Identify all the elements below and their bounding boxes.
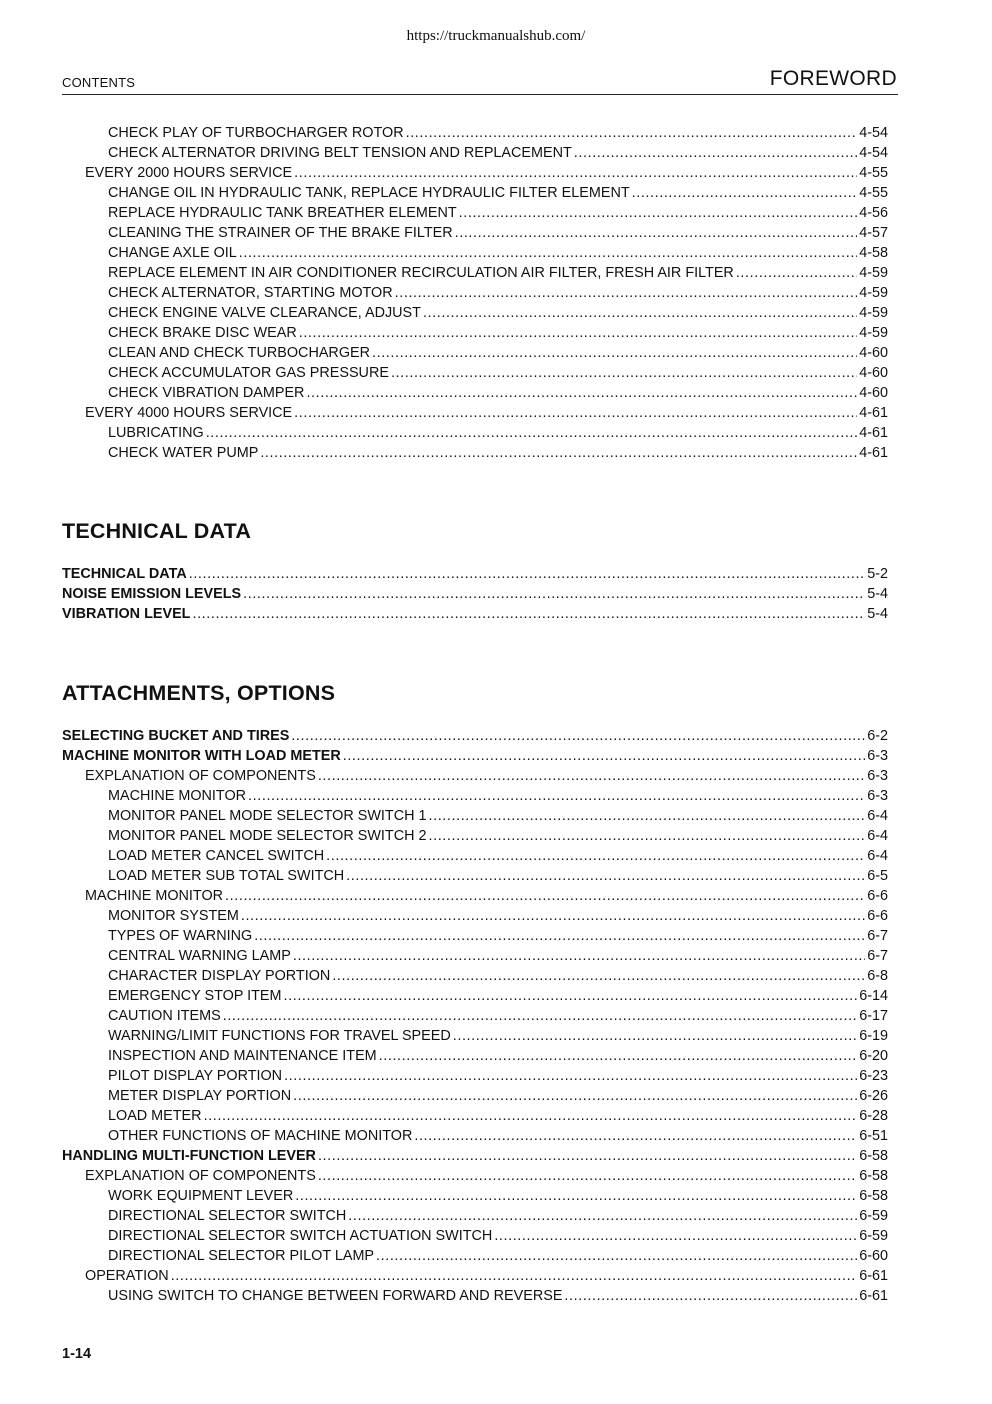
toc-entry-title: WARNING/LIMIT FUNCTIONS FOR TRAVEL SPEED [108, 1028, 451, 1044]
toc-entry[interactable] [62, 986, 888, 1006]
toc-entry-title: CHECK ENGINE VALVE CLEARANCE, ADJUST [108, 305, 421, 321]
toc-dot-leader [171, 1266, 858, 1286]
toc-dot-leader [429, 806, 866, 826]
toc-entry[interactable] [62, 1186, 888, 1206]
toc-entry-page: 6-7 [867, 928, 888, 944]
toc-entry[interactable] [62, 1286, 888, 1306]
toc-entry-title: EVERY 4000 HOURS SERVICE [85, 405, 293, 421]
toc-dot-leader [291, 726, 865, 746]
toc-entry-page: 4-54 [859, 145, 888, 161]
toc-entry[interactable] [62, 163, 888, 183]
toc-dot-leader [343, 746, 865, 766]
toc-entry-title: EVERY 2000 HOURS SERVICE [85, 165, 293, 181]
toc-dot-leader [192, 604, 865, 624]
toc-entry[interactable] [62, 746, 888, 766]
toc-dot-leader [346, 866, 865, 886]
toc-dot-leader [248, 786, 865, 806]
toc-entry-page: 5-2 [867, 566, 888, 582]
toc-entry-page: 4-59 [859, 325, 888, 341]
toc-entry-page: 6-58 [859, 1188, 888, 1204]
toc-entry[interactable] [62, 1126, 888, 1146]
toc-entry-page: 6-58 [859, 1168, 888, 1184]
toc-entry-title: REPLACE ELEMENT IN AIR CONDITIONER RECIRCULATION AIR FILTER, FRESH AIR FILTER [108, 265, 734, 281]
toc-entry-page: 4-60 [859, 365, 888, 381]
toc-dot-leader [294, 163, 857, 183]
toc-list-technical-data [62, 564, 888, 624]
toc-entry-page: 4-61 [859, 425, 888, 441]
toc-entry[interactable] [62, 403, 888, 423]
toc-entry-page: 6-60 [859, 1248, 888, 1264]
toc-entry-title: VIBRATION LEVEL [62, 606, 191, 622]
toc-entry[interactable] [62, 203, 888, 223]
toc-entry-title: TYPES OF WARNING [108, 928, 253, 944]
toc-dot-leader [299, 323, 857, 343]
section-title-attachments-options: ATTACHMENTS, OPTIONS [62, 681, 336, 705]
header-divider [62, 94, 898, 95]
toc-dot-leader [574, 143, 857, 163]
toc-entry-title: DIRECTIONAL SELECTOR SWITCH ACTUATION SWITCH [108, 1228, 493, 1244]
toc-entry-page: 6-23 [859, 1068, 888, 1084]
toc-dot-leader [376, 1246, 857, 1266]
toc-entry[interactable] [62, 1266, 888, 1286]
toc-entry-title: MONITOR PANEL MODE SELECTOR SWITCH 1 [108, 808, 427, 824]
toc-entry-page: 6-61 [859, 1288, 888, 1304]
toc-entry-page: 4-59 [859, 265, 888, 281]
toc-entry-page: 4-55 [859, 165, 888, 181]
toc-list-attachments-options [62, 726, 888, 1306]
toc-entry-title: CLEAN AND CHECK TURBOCHARGER [108, 345, 371, 361]
toc-entry-page: 6-3 [867, 748, 888, 764]
toc-entry[interactable] [62, 303, 888, 323]
toc-entry-title: CHECK ALTERNATOR, STARTING MOTOR [108, 285, 393, 301]
toc-dot-leader [453, 1026, 857, 1046]
toc-dot-leader [306, 383, 857, 403]
toc-dot-leader [206, 423, 858, 443]
toc-entry-title: REPLACE HYDRAULIC TANK BREATHER ELEMENT [108, 205, 457, 221]
toc-entry-page: 6-8 [867, 968, 888, 984]
toc-dot-leader [189, 564, 865, 584]
toc-entry[interactable] [62, 966, 888, 986]
toc-entry[interactable] [62, 143, 888, 163]
toc-entry-title: LUBRICATING [108, 425, 204, 441]
toc-entry[interactable] [62, 886, 888, 906]
toc-entry-title: LOAD METER CANCEL SWITCH [108, 848, 325, 864]
toc-dot-leader [459, 203, 858, 223]
toc-dot-leader [223, 1006, 857, 1026]
toc-entry-page: 5-4 [867, 606, 888, 622]
toc-entry[interactable] [62, 786, 888, 806]
header-section-title: FOREWORD [769, 67, 897, 90]
toc-dot-leader [284, 986, 858, 1006]
toc-entry-title: DIRECTIONAL SELECTOR PILOT LAMP [108, 1248, 375, 1264]
toc-entry-page: 6-5 [867, 868, 888, 884]
toc-entry-title: PILOT DISPLAY PORTION [108, 1068, 283, 1084]
toc-entry-title: INSPECTION AND MAINTENANCE ITEM [108, 1048, 377, 1064]
toc-entry[interactable] [62, 1146, 888, 1166]
toc-entry-page: 4-54 [859, 125, 888, 141]
toc-entry-page: 6-17 [859, 1008, 888, 1024]
toc-entry-page: 4-59 [859, 285, 888, 301]
header-contents-label: CONTENTS [62, 75, 136, 90]
toc-entry-title: MACHINE MONITOR [108, 788, 247, 804]
toc-entry[interactable] [62, 866, 888, 886]
toc-entry-title: CLEANING THE STRAINER OF THE BRAKE FILTER [108, 225, 453, 241]
toc-dot-leader [429, 826, 866, 846]
toc-entry-page: 4-60 [859, 385, 888, 401]
toc-entry-title: CHANGE OIL IN HYDRAULIC TANK, REPLACE HYDRAULIC FILTER ELEMENT [108, 185, 630, 201]
toc-entry-title: CHECK BRAKE DISC WEAR [108, 325, 297, 341]
toc-dot-leader [632, 183, 858, 203]
toc-entry-title: MACHINE MONITOR [85, 888, 224, 904]
toc-entry-title: EXPLANATION OF COMPONENTS [85, 1168, 316, 1184]
toc-entry-title: EMERGENCY STOP ITEM [108, 988, 282, 1004]
toc-entry-page: 6-7 [867, 948, 888, 964]
toc-entry[interactable] [62, 1166, 888, 1186]
toc-entry-page: 4-60 [859, 345, 888, 361]
toc-entry-title: CHECK PLAY OF TURBOCHARGER ROTOR [108, 125, 404, 141]
toc-entry-page: 4-61 [859, 405, 888, 421]
toc-entry-page: 6-3 [867, 768, 888, 784]
toc-entry[interactable] [62, 343, 888, 363]
toc-entry[interactable] [62, 806, 888, 826]
toc-entry[interactable] [62, 1006, 888, 1026]
toc-entry[interactable] [62, 223, 888, 243]
toc-dot-leader [318, 1146, 857, 1166]
toc-dot-leader [564, 1286, 857, 1306]
toc-entry[interactable] [62, 283, 888, 303]
toc-entry[interactable] [62, 123, 888, 143]
toc-dot-leader [423, 303, 857, 323]
toc-entry[interactable] [62, 263, 888, 283]
toc-entry-page: 6-61 [859, 1268, 888, 1284]
toc-entry-title: CHECK VIBRATION DAMPER [108, 385, 305, 401]
toc-dot-leader [318, 766, 865, 786]
page-number: 1-14 [62, 1346, 92, 1362]
toc-entry-title: LOAD METER SUB TOTAL SWITCH [108, 868, 345, 884]
toc-entry[interactable] [62, 564, 888, 584]
toc-entry[interactable] [62, 1046, 888, 1066]
toc-entry[interactable] [62, 423, 888, 443]
toc-dot-leader [254, 926, 865, 946]
toc-entry-page: 6-59 [859, 1228, 888, 1244]
section-title-technical-data: TECHNICAL DATA [62, 519, 252, 543]
toc-dot-leader [204, 1106, 858, 1126]
toc-entry-title: TECHNICAL DATA [62, 566, 187, 582]
toc-entry-title: CENTRAL WARNING LAMP [108, 948, 291, 964]
toc-entry-title: NOISE EMISSION LEVELS [62, 586, 242, 602]
toc-dot-leader [332, 966, 865, 986]
toc-entry[interactable] [62, 383, 888, 403]
toc-entry-page: 4-58 [859, 245, 888, 261]
toc-entry[interactable] [62, 604, 888, 624]
toc-entry[interactable] [62, 926, 888, 946]
toc-entry-title: OTHER FUNCTIONS OF MACHINE MONITOR [108, 1128, 413, 1144]
toc-entry-page: 6-4 [867, 808, 888, 824]
toc-dot-leader [414, 1126, 857, 1146]
toc-entry-title: EXPLANATION OF COMPONENTS [85, 768, 316, 784]
toc-entry-title: CHECK ACCUMULATOR GAS PRESSURE [108, 365, 389, 381]
toc-entry-page: 4-56 [859, 205, 888, 221]
toc-dot-leader [293, 1086, 857, 1106]
toc-entry-page: 6-4 [867, 848, 888, 864]
toc-entry-title: CHECK ALTERNATOR DRIVING BELT TENSION AND REPLACEMENT [108, 145, 572, 161]
toc-dot-leader [243, 584, 865, 604]
toc-list-maintenance [62, 123, 888, 463]
toc-dot-leader [260, 443, 857, 463]
toc-entry-page: 4-59 [859, 305, 888, 321]
toc-entry-title: MONITOR PANEL MODE SELECTOR SWITCH 2 [108, 828, 427, 844]
toc-dot-leader [239, 243, 857, 263]
toc-entry[interactable] [62, 766, 888, 786]
toc-dot-leader [736, 263, 857, 283]
toc-entry[interactable] [62, 1206, 888, 1226]
toc-entry-page: 6-51 [859, 1128, 888, 1144]
toc-entry[interactable] [62, 906, 888, 926]
toc-dot-leader [406, 123, 858, 143]
toc-entry-page: 6-26 [859, 1088, 888, 1104]
toc-entry[interactable] [62, 1246, 888, 1266]
toc-entry-page: 6-3 [867, 788, 888, 804]
toc-entry-title: MONITOR SYSTEM [108, 908, 239, 924]
toc-entry-page: 6-2 [867, 728, 888, 744]
toc-entry[interactable] [62, 323, 888, 343]
toc-entry-page: 6-19 [859, 1028, 888, 1044]
toc-entry-title: LOAD METER [108, 1108, 202, 1124]
toc-entry[interactable] [62, 1226, 888, 1246]
toc-dot-leader [379, 1046, 858, 1066]
toc-entry-title: CHANGE AXLE OIL [108, 245, 237, 261]
toc-entry[interactable] [62, 1106, 888, 1126]
toc-entry-page: 6-58 [859, 1148, 888, 1164]
toc-dot-leader [395, 283, 858, 303]
toc-dot-leader [391, 363, 857, 383]
source-url[interactable]: https://truckmanualshub.com/ [406, 28, 586, 44]
toc-entry-title: SELECTING BUCKET AND TIRES [62, 728, 290, 744]
toc-dot-leader [318, 1166, 857, 1186]
toc-entry-page: 6-28 [859, 1108, 888, 1124]
toc-dot-leader [372, 343, 857, 363]
toc-entry[interactable] [62, 826, 888, 846]
toc-entry-page: 5-4 [867, 586, 888, 602]
toc-entry-title: METER DISPLAY PORTION [108, 1088, 292, 1104]
toc-entry-page: 6-20 [859, 1048, 888, 1064]
toc-dot-leader [455, 223, 858, 243]
toc-entry[interactable] [62, 946, 888, 966]
toc-entry-title: MACHINE MONITOR WITH LOAD METER [62, 748, 341, 764]
toc-dot-leader [295, 1186, 857, 1206]
toc-dot-leader [494, 1226, 857, 1246]
toc-entry-page: 6-6 [867, 888, 888, 904]
toc-entry[interactable] [62, 1086, 888, 1106]
toc-entry-page: 4-55 [859, 185, 888, 201]
toc-entry-title: WORK EQUIPMENT LEVER [108, 1188, 294, 1204]
toc-entry-title: HANDLING MULTI-FUNCTION LEVER [62, 1148, 316, 1164]
toc-entry-title: OPERATION [85, 1268, 169, 1284]
toc-entry-page: 6-14 [859, 988, 888, 1004]
toc-entry-page: 6-6 [867, 908, 888, 924]
toc-dot-leader [284, 1066, 857, 1086]
toc-entry-title: CHECK WATER PUMP [108, 445, 259, 461]
toc-entry-page: 4-61 [859, 445, 888, 461]
toc-entry-title: CHARACTER DISPLAY PORTION [108, 968, 331, 984]
toc-entry-title: USING SWITCH TO CHANGE BETWEEN FORWARD AND REVERSE [108, 1288, 563, 1304]
toc-dot-leader [326, 846, 865, 866]
toc-entry-title: DIRECTIONAL SELECTOR SWITCH [108, 1208, 347, 1224]
toc-entry[interactable] [62, 1026, 888, 1046]
toc-entry[interactable] [62, 243, 888, 263]
toc-entry[interactable] [62, 363, 888, 383]
toc-dot-leader [293, 946, 865, 966]
toc-entry-page: 6-59 [859, 1208, 888, 1224]
toc-entry-title: CAUTION ITEMS [108, 1008, 221, 1024]
toc-entry-page: 6-4 [867, 828, 888, 844]
toc-dot-leader [348, 1206, 857, 1226]
toc-dot-leader [241, 906, 865, 926]
toc-entry[interactable] [62, 584, 888, 604]
toc-entry[interactable] [62, 1066, 888, 1086]
toc-dot-leader [294, 403, 857, 423]
toc-entry[interactable] [62, 183, 888, 203]
toc-entry[interactable] [62, 846, 888, 866]
toc-entry[interactable] [62, 726, 888, 746]
toc-dot-leader [225, 886, 865, 906]
toc-entry-page: 4-57 [859, 225, 888, 241]
toc-entry[interactable] [62, 443, 888, 463]
